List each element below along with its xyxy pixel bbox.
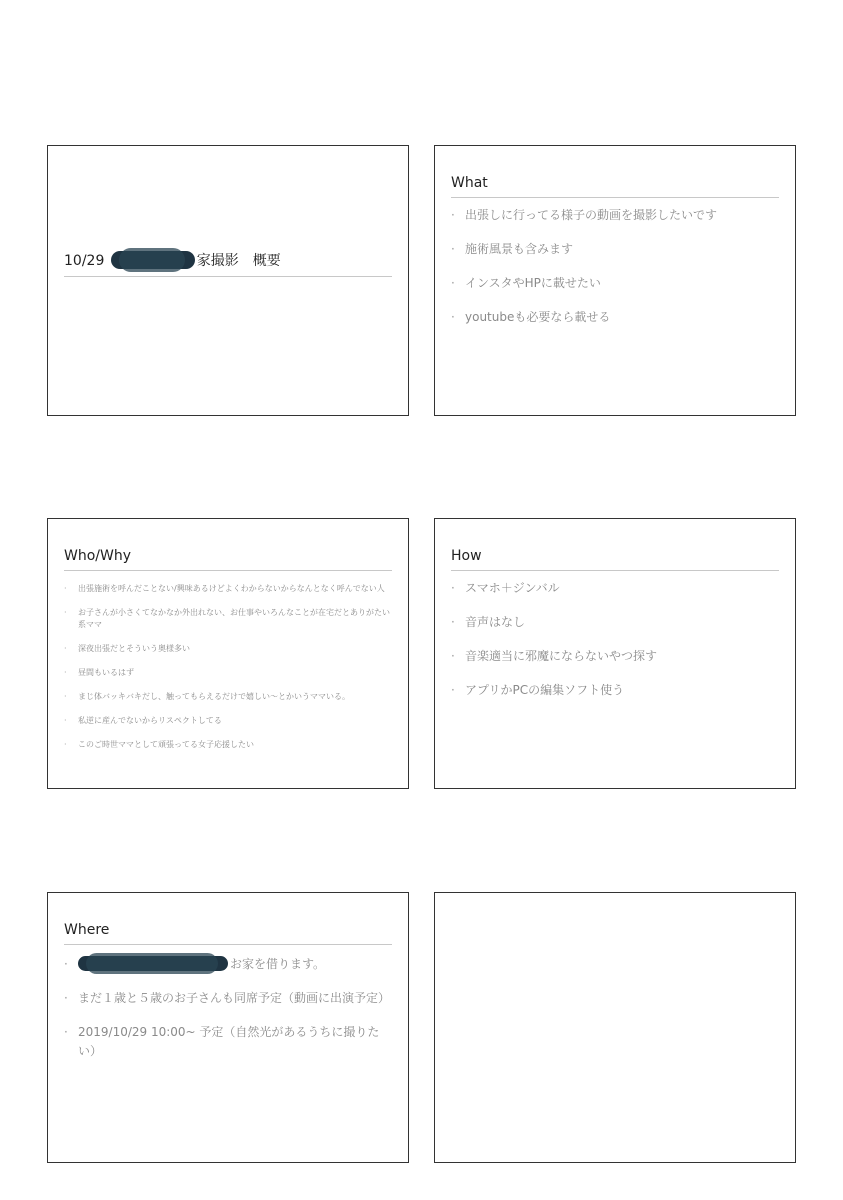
list-item-text: お家を借ります。 [230, 957, 326, 971]
list-item: · 出張施術を呼んだことない/興味あるけどよくわからないからなんとなく呼んでない人 [64, 583, 394, 595]
list-item: · スマホ＋ジンバル [451, 581, 781, 596]
redacted-location-scribble [78, 956, 228, 971]
title-text: 家撮影 概要 [196, 253, 281, 269]
list-item: · 私逆に産んでないからリスペクトしてる [64, 715, 394, 727]
list-item: · 2019/10/29 10:00~ 予定（自然光があるうちに撮りたい） [64, 1023, 394, 1061]
list-item: · インスタやHPに載せたい [451, 276, 781, 291]
slide-2-what [434, 145, 796, 416]
list-item: · アプリかPCの編集ソフト使う [451, 683, 781, 698]
bullet-list [451, 208, 781, 344]
list-item: · まだ１歳と５歳のお子さんも同席予定（動画に出演予定） [64, 989, 394, 1008]
title-date: 10/29 [64, 253, 109, 269]
slide-1-title [47, 145, 409, 416]
list-item: · 出張しに行ってる様子の動画を撮影したいです [451, 208, 781, 223]
list-item: · まじ体バッキバキだし、触ってもらえるだけで嬉しい〜とかいうママいる。 [64, 691, 394, 703]
list-item: · お子さんが小さくてなかなか外出れない、お仕事やいろんなことが在宅だとありがたい系ママ [64, 607, 394, 631]
slide-title: Who/Why [64, 548, 392, 571]
bullet-list [451, 581, 781, 717]
slide-3-who-why [47, 518, 409, 789]
list-item: · 施術風景も含みます [451, 242, 781, 257]
list-item [64, 955, 394, 974]
slide-4-how [434, 518, 796, 789]
slide-title: How [451, 548, 779, 571]
list-item: · 音楽適当に邪魔にならないやつ探す [451, 649, 781, 664]
list-item: · 深夜出張だとそういう奥様多い [64, 643, 394, 655]
list-item: · このご時世ママとして頑張ってる女子応援したい [64, 739, 394, 751]
slide-6-blank [434, 892, 796, 1163]
bullet-list [64, 955, 394, 1076]
list-item: · 音声はなし [451, 615, 781, 630]
slide-title: What [451, 175, 779, 198]
list-item: · 昼間もいるはず [64, 667, 394, 679]
slide-title: Where [64, 922, 392, 945]
slide-title [64, 250, 392, 277]
slide-5-where [47, 892, 409, 1163]
redacted-name-scribble [111, 251, 195, 269]
bullet-list [64, 583, 394, 763]
list-item: · youtubeも必要なら載せる [451, 310, 781, 325]
